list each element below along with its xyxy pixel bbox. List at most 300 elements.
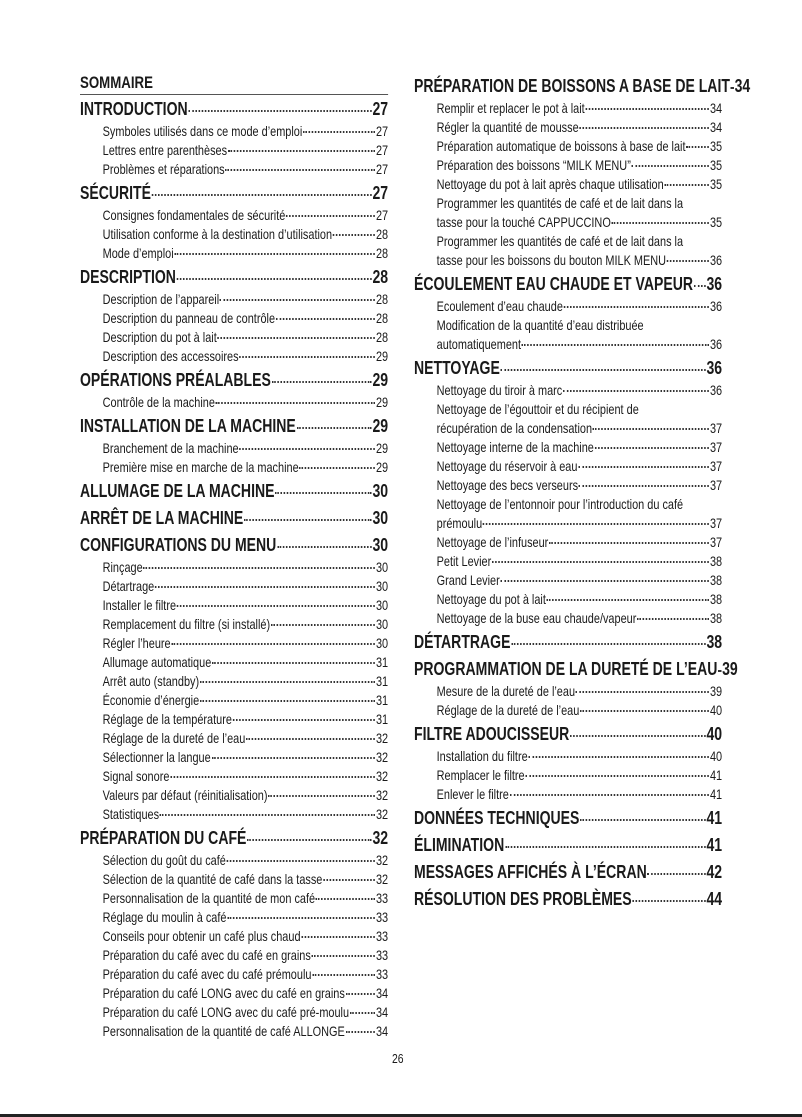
toc-entry-label: Nettoyage du réservoir à eau [436, 458, 578, 474]
toc-entry-page: 29 [375, 440, 389, 456]
toc-entry[interactable] [414, 251, 722, 270]
dot-leader [244, 519, 372, 521]
dot-leader [579, 485, 709, 487]
toc-entry-page: 37 [709, 439, 723, 455]
dot-leader [301, 936, 375, 938]
toc-entry-label: Préparation du café avec du café en grains [102, 947, 311, 963]
toc-entry-label: Régler la quantité de mousse [436, 119, 579, 135]
dot-leader [218, 337, 376, 339]
toc-entry[interactable] [414, 156, 722, 175]
toc-entry[interactable] [80, 965, 388, 984]
toc-entry-page: 34 [375, 1023, 389, 1039]
toc-entry-page: 28 [375, 291, 389, 307]
toc-entry-page: 32 [375, 787, 389, 803]
toc-entry[interactable] [80, 767, 388, 786]
toc-entry[interactable] [80, 558, 388, 577]
dot-leader [170, 776, 375, 778]
toc-section-page: 30 [372, 535, 389, 555]
toc-entry[interactable] [80, 946, 388, 965]
toc-entry[interactable] [80, 786, 388, 805]
toc-section-label: SÉCURITÉ [80, 183, 151, 203]
toc-entry[interactable] [80, 672, 388, 691]
toc-entry-label: Remplir et replacer le pot à lait [436, 100, 585, 116]
dot-leader [152, 194, 372, 196]
toc-entry-page: 40 [709, 702, 723, 718]
toc-entry-label: Contrôle de la machine [102, 394, 215, 410]
toc-section-label: DÉTARTRAGE [414, 632, 511, 652]
dot-leader [664, 184, 709, 186]
dot-leader [212, 662, 375, 664]
dot-leader [510, 794, 710, 796]
toc-entry-label: Arrêt auto (standby) [102, 673, 200, 689]
dot-leader [501, 580, 710, 582]
toc-entry[interactable] [414, 514, 722, 533]
toc-entry-label: Grand Levier [436, 572, 500, 588]
toc-section-label: INSTALLATION DE LA MACHINE [80, 416, 296, 436]
toc-section-label: FILTRE ADOUCISSEUR [414, 724, 570, 744]
dot-leader [576, 691, 709, 693]
toc-entry-label: Nettoyage interne de la machine [436, 439, 594, 455]
toc-entry-page: 38 [709, 572, 723, 588]
toc-entry[interactable] [414, 785, 722, 804]
dot-leader [171, 643, 375, 645]
toc-entry-label: Utilisation conforme à la destination d’utilisation [102, 226, 333, 242]
toc-entry-label: Description du pot à lait [102, 329, 217, 345]
toc-entry-label: Détartrage [102, 578, 155, 594]
dot-leader [272, 381, 372, 383]
toc-entry[interactable] [80, 309, 388, 328]
toc-entry[interactable] [80, 347, 388, 366]
toc-entry-page: 29 [375, 459, 389, 475]
dot-leader [350, 1012, 375, 1014]
toc-section-page: 41 [706, 835, 723, 855]
toc-section[interactable] [80, 265, 388, 290]
toc-entry[interactable] [414, 297, 722, 316]
toc-entry-label: Préparation du café LONG avec du café en grains [102, 985, 345, 1001]
toc-entry[interactable] [80, 710, 388, 729]
toc-entry[interactable] [414, 766, 722, 785]
toc-section-label: ARRÊT DE LA MACHINE [80, 508, 244, 528]
dot-leader [346, 993, 376, 995]
toc-entry[interactable] [80, 393, 388, 412]
dot-leader [239, 448, 375, 450]
toc-section-label: PROGRAMMATION DE LA DURETÉ DE L’EAU [414, 659, 718, 679]
toc-entry-label: Nettoyage du tiroir à marc [436, 382, 563, 398]
dot-leader [312, 955, 376, 957]
toc-entry[interactable] [414, 175, 722, 194]
toc-entry-page: 34 [375, 985, 389, 1001]
toc-section[interactable] [414, 74, 751, 99]
toc-entry-label: Sélection de la quantité de café dans la tasse [102, 871, 323, 887]
toc-entry-label: Réglage de la dureté de l’eau [436, 702, 580, 718]
toc-entry-label: Description de l’appareil [102, 291, 220, 307]
dot-leader [297, 427, 372, 429]
toc-entry[interactable] [80, 225, 388, 244]
toc-entry[interactable] [80, 596, 388, 615]
toc-entry[interactable] [80, 160, 388, 179]
toc-entry-page: 34 [709, 100, 723, 116]
toc-entry[interactable] [80, 805, 388, 824]
toc-entry-label: Réglage de la température [102, 711, 232, 727]
toc-entry-label: tasse pour la touché CAPPUCCINO [436, 214, 611, 230]
toc-title: SOMMAIRE [80, 72, 388, 95]
dot-leader [547, 599, 709, 601]
toc-entry[interactable] [80, 889, 388, 908]
toc-section-label: OPÉRATIONS PRÉALABLES [80, 370, 271, 390]
toc-section-page: 42 [706, 862, 723, 882]
toc-entry-label: Première mise en marche de la machine [102, 459, 299, 475]
dot-leader [632, 900, 705, 902]
toc-entry[interactable] [414, 381, 722, 400]
dot-leader [277, 546, 372, 548]
toc-entry-label: Signal sonore [102, 768, 170, 784]
dot-leader [718, 670, 721, 672]
toc-entry-label: Sélectionner la langue [102, 749, 211, 765]
toc-entry[interactable] [414, 609, 722, 628]
toc-entry-page: 30 [375, 616, 389, 632]
toc-entry-first-line[interactable]: Programmer les quantités de café et de lait dans la [436, 195, 684, 211]
toc-entry-first-line[interactable]: Modification de la quantité d’eau distribuée [436, 317, 644, 333]
toc-entry-label: tasse pour les boissons du bouton MILK MENU [436, 252, 667, 268]
toc-entry[interactable] [80, 328, 388, 347]
toc-entry-page: 39 [709, 683, 723, 699]
toc-entry[interactable] [80, 458, 388, 477]
toc-entry-page: 32 [375, 852, 389, 868]
dot-leader [247, 839, 372, 841]
toc-section-page: 36 [706, 274, 723, 294]
toc-section[interactable] [414, 806, 722, 831]
toc-entry-label: Statistiques [102, 806, 160, 822]
toc-section[interactable] [80, 479, 388, 504]
toc-section-label: DESCRIPTION [80, 267, 176, 287]
toc-entry-label: Mode d’emploi [102, 245, 174, 261]
toc-entry-page: 35 [709, 157, 723, 173]
dot-leader [275, 492, 371, 494]
toc-section-label: ALLUMAGE DE LA MACHINE [80, 481, 275, 501]
toc-entry-page: 28 [375, 329, 389, 345]
toc-entry[interactable] [414, 213, 722, 232]
toc-entry[interactable] [80, 122, 388, 141]
toc-section-page: 27 [372, 183, 389, 203]
dot-leader [174, 253, 375, 255]
toc-entry-label: Problèmes et réparations [102, 161, 225, 177]
toc-entry[interactable] [414, 457, 722, 476]
dot-leader [648, 873, 706, 875]
toc-entry-label: Préparation du café LONG avec du café pré-moulu [102, 1004, 350, 1020]
toc-entry-page: 33 [375, 890, 389, 906]
dot-leader [303, 131, 375, 133]
dot-leader [286, 215, 375, 217]
dot-leader [564, 306, 709, 308]
dot-leader [511, 643, 705, 645]
dot-leader [593, 428, 709, 430]
toc-entry-page: 37 [709, 515, 723, 531]
toc-entry-page: 28 [375, 310, 389, 326]
toc-entry[interactable] [80, 290, 388, 309]
dot-leader [580, 710, 709, 712]
toc-entry-page: 30 [375, 559, 389, 575]
toc-section[interactable] [80, 533, 388, 558]
toc-entry[interactable] [414, 335, 722, 354]
toc-left-column [80, 72, 388, 1041]
toc-entry-first-line[interactable]: Programmer les quantités de café et de lait dans la [436, 233, 684, 249]
toc-entry-page: 35 [709, 138, 723, 154]
dot-leader [246, 738, 375, 740]
toc-section[interactable] [80, 506, 388, 531]
toc-section-label: ÉLIMINATION [414, 835, 505, 855]
dot-leader [694, 285, 706, 287]
toc-entry-page: 37 [709, 420, 723, 436]
dot-leader [143, 567, 375, 569]
toc-entry-label: Nettoyage de la buse eau chaude/vapeur [436, 610, 637, 626]
toc-entry[interactable] [80, 870, 388, 889]
dot-leader [579, 127, 709, 129]
toc-section[interactable] [414, 630, 722, 655]
dot-leader [612, 222, 710, 224]
toc-entry-label: Préparation du café avec du café prémoulu [102, 966, 312, 982]
dot-leader [667, 260, 709, 262]
dot-leader [483, 523, 709, 525]
toc-section[interactable] [414, 272, 722, 297]
toc-entry[interactable] [414, 118, 722, 137]
toc-entry-page: 33 [375, 928, 389, 944]
toc-entry[interactable] [414, 533, 722, 552]
dot-leader [333, 234, 375, 236]
toc-section-page: 41 [706, 808, 723, 828]
toc-entry-page: 40 [709, 748, 723, 764]
toc-section-label: INTRODUCTION [80, 99, 188, 119]
toc-entry-first-line[interactable]: Nettoyage de l’égouttoir et du récipient de [436, 401, 639, 417]
toc-entry-label: Sélection du goût du café [102, 852, 226, 868]
dot-leader [632, 165, 710, 167]
toc-entry-label: Régler l’heure [102, 635, 171, 651]
toc-entry[interactable] [80, 653, 388, 672]
toc-entry-page: 30 [375, 578, 389, 594]
toc-entry-page: 31 [375, 673, 389, 689]
toc-entry-label: Remplacer le filtre [436, 767, 525, 783]
toc-entry[interactable] [80, 244, 388, 263]
toc-entry-label: Nettoyage du pot à lait [436, 591, 546, 607]
toc-section-page: 44 [706, 889, 723, 909]
toc-entry[interactable] [414, 99, 722, 118]
toc-entry-label: Conseils pour obtenir un café plus chaud [102, 928, 301, 944]
toc-entry-label: Personnalisation de la quantité de café ALLONGE [102, 1023, 345, 1039]
toc-section-page: 28 [372, 267, 389, 287]
toc-entry-label: Nettoyage des becs verseurs [436, 477, 579, 493]
dot-leader [323, 879, 375, 881]
toc-section-page: 36 [706, 358, 723, 378]
toc-section[interactable] [414, 887, 722, 912]
toc-section[interactable] [80, 414, 388, 439]
toc-entry-page: 31 [375, 711, 389, 727]
toc-entry-page: 34 [375, 1004, 389, 1020]
toc-entry-label: Remplacement du filtre (si installé) [102, 616, 271, 632]
toc-entry-label: Rinçage [102, 559, 143, 575]
dot-leader [211, 757, 375, 759]
toc-entry[interactable] [414, 552, 722, 571]
toc-section-label: PRÉPARATION DU CAFÉ [80, 828, 247, 848]
toc-section-label: DONNÉES TECHNIQUES [414, 808, 580, 828]
toc-entry[interactable] [414, 571, 722, 590]
toc-entry-page: 27 [375, 123, 389, 139]
dot-leader [200, 700, 375, 702]
toc-entry-label: Préparation des boissons “MILK MENU” [436, 157, 631, 173]
toc-entry-page: 36 [709, 382, 723, 398]
toc-entry-page: 30 [375, 635, 389, 651]
toc-entry-page: 35 [709, 214, 723, 230]
toc-entry-page: 37 [709, 458, 723, 474]
dot-leader [276, 318, 375, 320]
toc-section[interactable] [80, 826, 388, 851]
toc-section-page: 30 [372, 508, 389, 528]
toc-section[interactable] [414, 722, 722, 747]
dot-leader [227, 860, 376, 862]
toc-entry-label: Nettoyage du pot à lait après chaque utilisation [436, 176, 664, 192]
dot-leader [155, 586, 375, 588]
toc-entry[interactable] [414, 137, 722, 156]
toc-entry-label: récupération de la condensation [436, 420, 593, 436]
toc-entry-page: 33 [375, 947, 389, 963]
toc-entry[interactable] [80, 691, 388, 710]
toc-section[interactable] [80, 181, 388, 206]
toc-section[interactable] [80, 368, 388, 393]
toc-entry-label: Consignes fondamentales de sécurité [102, 207, 286, 223]
toc-section-label: CONFIGURATIONS DU MENU [80, 535, 277, 555]
toc-entry-label: automatiquement [436, 336, 522, 352]
toc-entry[interactable] [80, 206, 388, 225]
toc-entry-page: 41 [709, 786, 723, 802]
dot-leader [586, 108, 710, 110]
toc-entry-first-line[interactable]: Nettoyage de l’entonnoir pour l’introduction du café [436, 496, 684, 512]
toc-entry-label: Préparation automatique de boissons à base de lait [436, 138, 686, 154]
toc-entry-page: 32 [375, 806, 389, 822]
dot-leader [316, 898, 375, 900]
dot-leader [595, 447, 710, 449]
toc-entry[interactable] [80, 141, 388, 160]
toc-entry-label: Mesure de la dureté de l’eau [436, 683, 576, 699]
toc-entry-label: Symboles utilisés dans ce mode d’emploi [102, 123, 303, 139]
toc-entry[interactable] [80, 729, 388, 748]
toc-section-page: 40 [706, 724, 723, 744]
toc-entry-label: Enlever le filtre [436, 786, 509, 802]
dot-leader [578, 466, 709, 468]
toc-section[interactable] [414, 860, 722, 885]
dot-leader [200, 681, 375, 683]
toc-entry-page: 28 [375, 226, 389, 242]
toc-entry[interactable] [80, 908, 388, 927]
dot-leader [563, 390, 709, 392]
toc-entry-label: Installer le filtre [102, 597, 177, 613]
toc-entry[interactable] [80, 1003, 388, 1022]
toc-entry[interactable] [80, 634, 388, 653]
toc-entry[interactable] [414, 590, 722, 609]
toc-entry[interactable] [414, 438, 722, 457]
toc-entry[interactable] [80, 984, 388, 1003]
toc-entry[interactable] [80, 748, 388, 767]
toc-section[interactable] [414, 356, 722, 381]
toc-entry-label: Réglage du moulin à café [102, 909, 227, 925]
toc-section[interactable] [414, 657, 738, 682]
toc-entry[interactable] [80, 1022, 388, 1041]
dot-leader [177, 278, 372, 280]
toc-entry[interactable] [80, 439, 388, 458]
toc-entry[interactable] [80, 615, 388, 634]
dot-leader [228, 150, 375, 152]
toc-entry-page: 31 [375, 692, 389, 708]
toc-entry-label: Nettoyage de l’infuseur [436, 534, 549, 550]
toc-right-column [414, 72, 751, 912]
toc-entry-page: 33 [375, 909, 389, 925]
toc-entry-page: 37 [709, 534, 723, 550]
toc-entry-page: 32 [375, 768, 389, 784]
toc-entry-label: Petit Levier [436, 553, 492, 569]
toc-section-label: NETTOYAGE [414, 358, 500, 378]
dot-leader [299, 467, 375, 469]
toc-section[interactable] [414, 833, 722, 858]
dot-leader [549, 542, 709, 544]
toc-entry-page: 34 [709, 119, 723, 135]
toc-entry-page: 32 [375, 871, 389, 887]
toc-entry[interactable] [80, 927, 388, 946]
toc-entry-page: 27 [375, 207, 389, 223]
dot-leader [160, 814, 375, 816]
toc-entry-label: Personnalisation de la quantité de mon café [102, 890, 316, 906]
toc-entry[interactable] [414, 701, 722, 720]
dot-leader [225, 169, 375, 171]
dot-leader [501, 369, 706, 371]
dot-leader [271, 624, 375, 626]
toc-section-page: 39 [722, 659, 738, 679]
dot-leader [188, 110, 371, 112]
page-number: 26 [392, 1051, 404, 1066]
toc-entry-page: 38 [709, 553, 723, 569]
dot-leader [227, 917, 375, 919]
toc-entry-page: 36 [709, 336, 723, 352]
toc-entry[interactable] [80, 851, 388, 870]
toc-entry-page: 29 [375, 348, 389, 364]
dot-leader [268, 795, 375, 797]
toc-entry[interactable] [80, 577, 388, 596]
dot-leader [239, 356, 375, 358]
toc-entry-label: Économie d’énergie [102, 692, 200, 708]
toc-section-label: RÉSOLUTION DES PROBLÈMES [414, 889, 632, 909]
dot-leader [505, 846, 706, 848]
toc-entry-page: 37 [709, 477, 723, 493]
toc-entry-label: Description du panneau de contrôle [102, 310, 276, 326]
toc-entry[interactable] [414, 747, 722, 766]
toc-section[interactable] [80, 97, 388, 122]
toc-entry-label: Installation du filtre [436, 748, 528, 764]
toc-entry[interactable] [414, 419, 722, 438]
dot-leader [731, 87, 734, 89]
toc-entry[interactable] [414, 682, 722, 701]
toc-entry-page: 30 [375, 597, 389, 613]
toc-section-page: 38 [706, 632, 723, 652]
toc-entry-page: 41 [709, 767, 723, 783]
toc-section-page: 30 [372, 481, 389, 501]
toc-section-page: 29 [372, 416, 389, 436]
toc-entry-page: 31 [375, 654, 389, 670]
toc-section-label: PRÉPARATION DE BOISSONS A BASE DE LAIT [414, 76, 730, 96]
toc-entry[interactable] [414, 476, 722, 495]
toc-entry-label: Ecoulement d’eau chaude [436, 298, 563, 314]
toc-entry-page: 32 [375, 749, 389, 765]
toc-entry-label: prémoulu [436, 515, 483, 531]
toc-entry-page: 38 [709, 591, 723, 607]
toc-entry-label: Valeurs par défaut (réinitialisation) [102, 787, 268, 803]
dot-leader [522, 344, 709, 346]
toc-entry-page: 36 [709, 252, 723, 268]
